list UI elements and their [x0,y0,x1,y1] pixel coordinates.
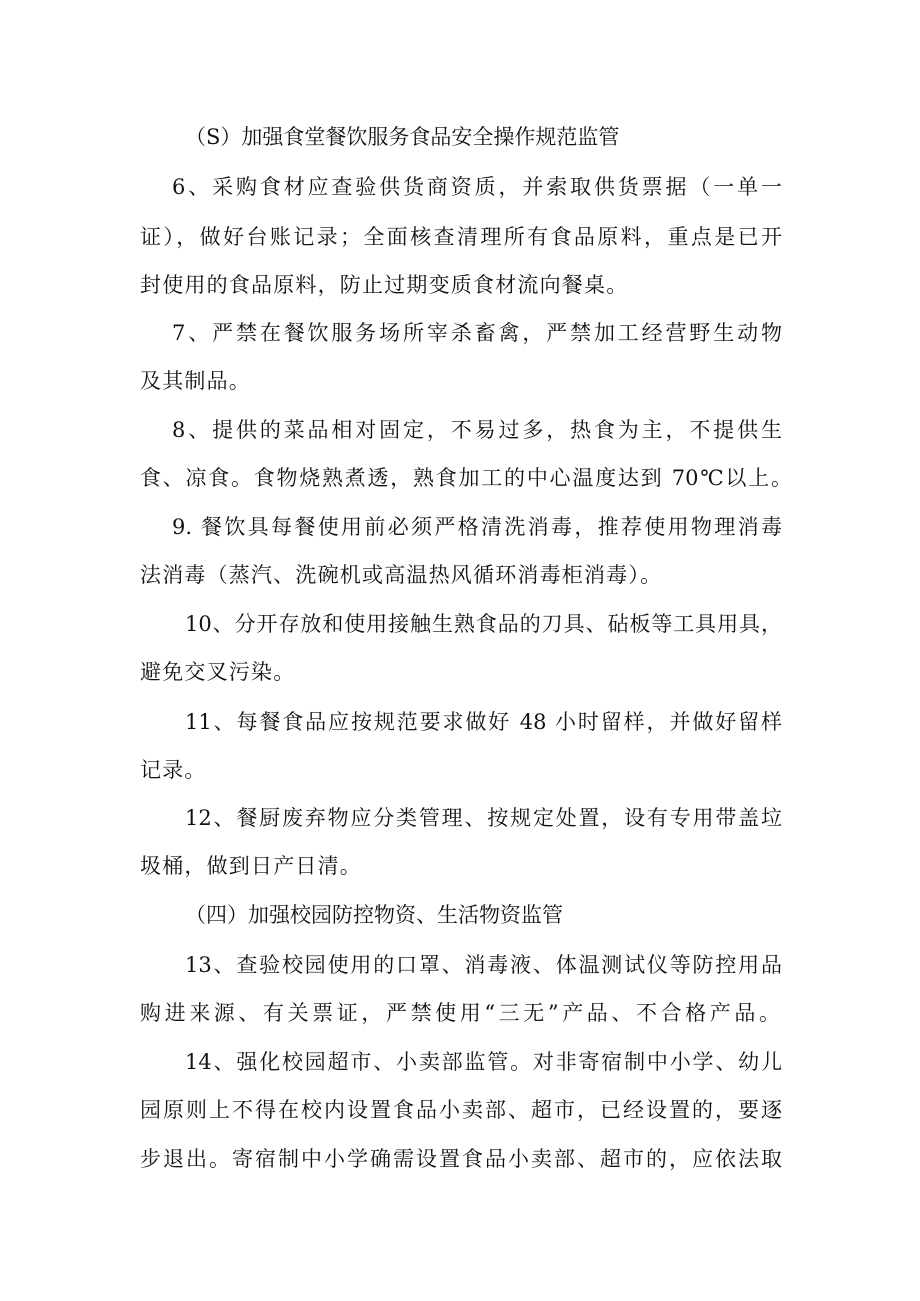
paragraph-line: 14、强化校园超市、小卖部监管。对非寄宿制中小学、幼儿 [185,1050,782,1074]
paragraph-line: 避免交叉污染。 [140,660,296,684]
paragraph-line: 13、查验校园使用的口罩、消毒液、体温测试仪等防控用品 [185,953,782,977]
paragraph-line: 记录。 [140,758,207,782]
paragraph-line: 封使用的食品原料，防止过期变质食材流向餐桌。 [140,273,629,297]
paragraph-line: 法消毒（蒸汽、洗碗机或高温热风循环消毒柜消毒）。 [140,563,663,587]
paragraph-line: 11、每餐食品应按规范要求做好 48 小时留样，并做好留样 [185,710,782,734]
paragraph-line: 12、餐厨废弃物应分类管理、按规定处置，设有专用带盖垃 [185,806,782,830]
section-heading: （四）加强校园防控物资、生活物资监管 [185,903,563,927]
paragraph-line: 证），做好台账记录；全面核查清理所有食品原料，重点是已开 [140,225,782,249]
paragraph-line: 9. 餐饮具每餐使用前必须严格清洗消毒，推荐使用物理消毒 [172,515,782,539]
section-heading: （S）加强食堂餐饮服务食品安全操作规范监管 [185,125,620,149]
paragraph-line: 8、提供的菜品相对固定，不易过多，热食为主，不提供生 [172,418,782,442]
paragraph-line: 圾桶，做到日产日清。 [140,854,362,878]
paragraph-line: 及其制品。 [140,369,251,393]
paragraph-line: 购进来源、有关票证，严禁使用“三无”产品、不合格产品。 [140,1001,780,1025]
paragraph-line: 食、凉食。食物烧熟煮透，熟食加工的中心温度达到 70℃以上。 [140,466,792,490]
paragraph-line: 园原则上不得在校内设置食品小卖部、超市，已经设置的，要逐 [140,1098,782,1122]
paragraph-line: 7、严禁在餐饮服务场所宰杀畜禽，严禁加工经营野生动物 [172,321,782,345]
paragraph-line: 10、分开存放和使用接触生熟食品的刀具、砧板等工具用具， [185,612,782,636]
paragraph-line: 6、采购食材应查验供货商资质，并索取供货票据（一单一 [172,175,782,199]
paragraph-line: 步退出。寄宿制中小学确需设置食品小卖部、超市的，应依法取 [140,1147,782,1171]
